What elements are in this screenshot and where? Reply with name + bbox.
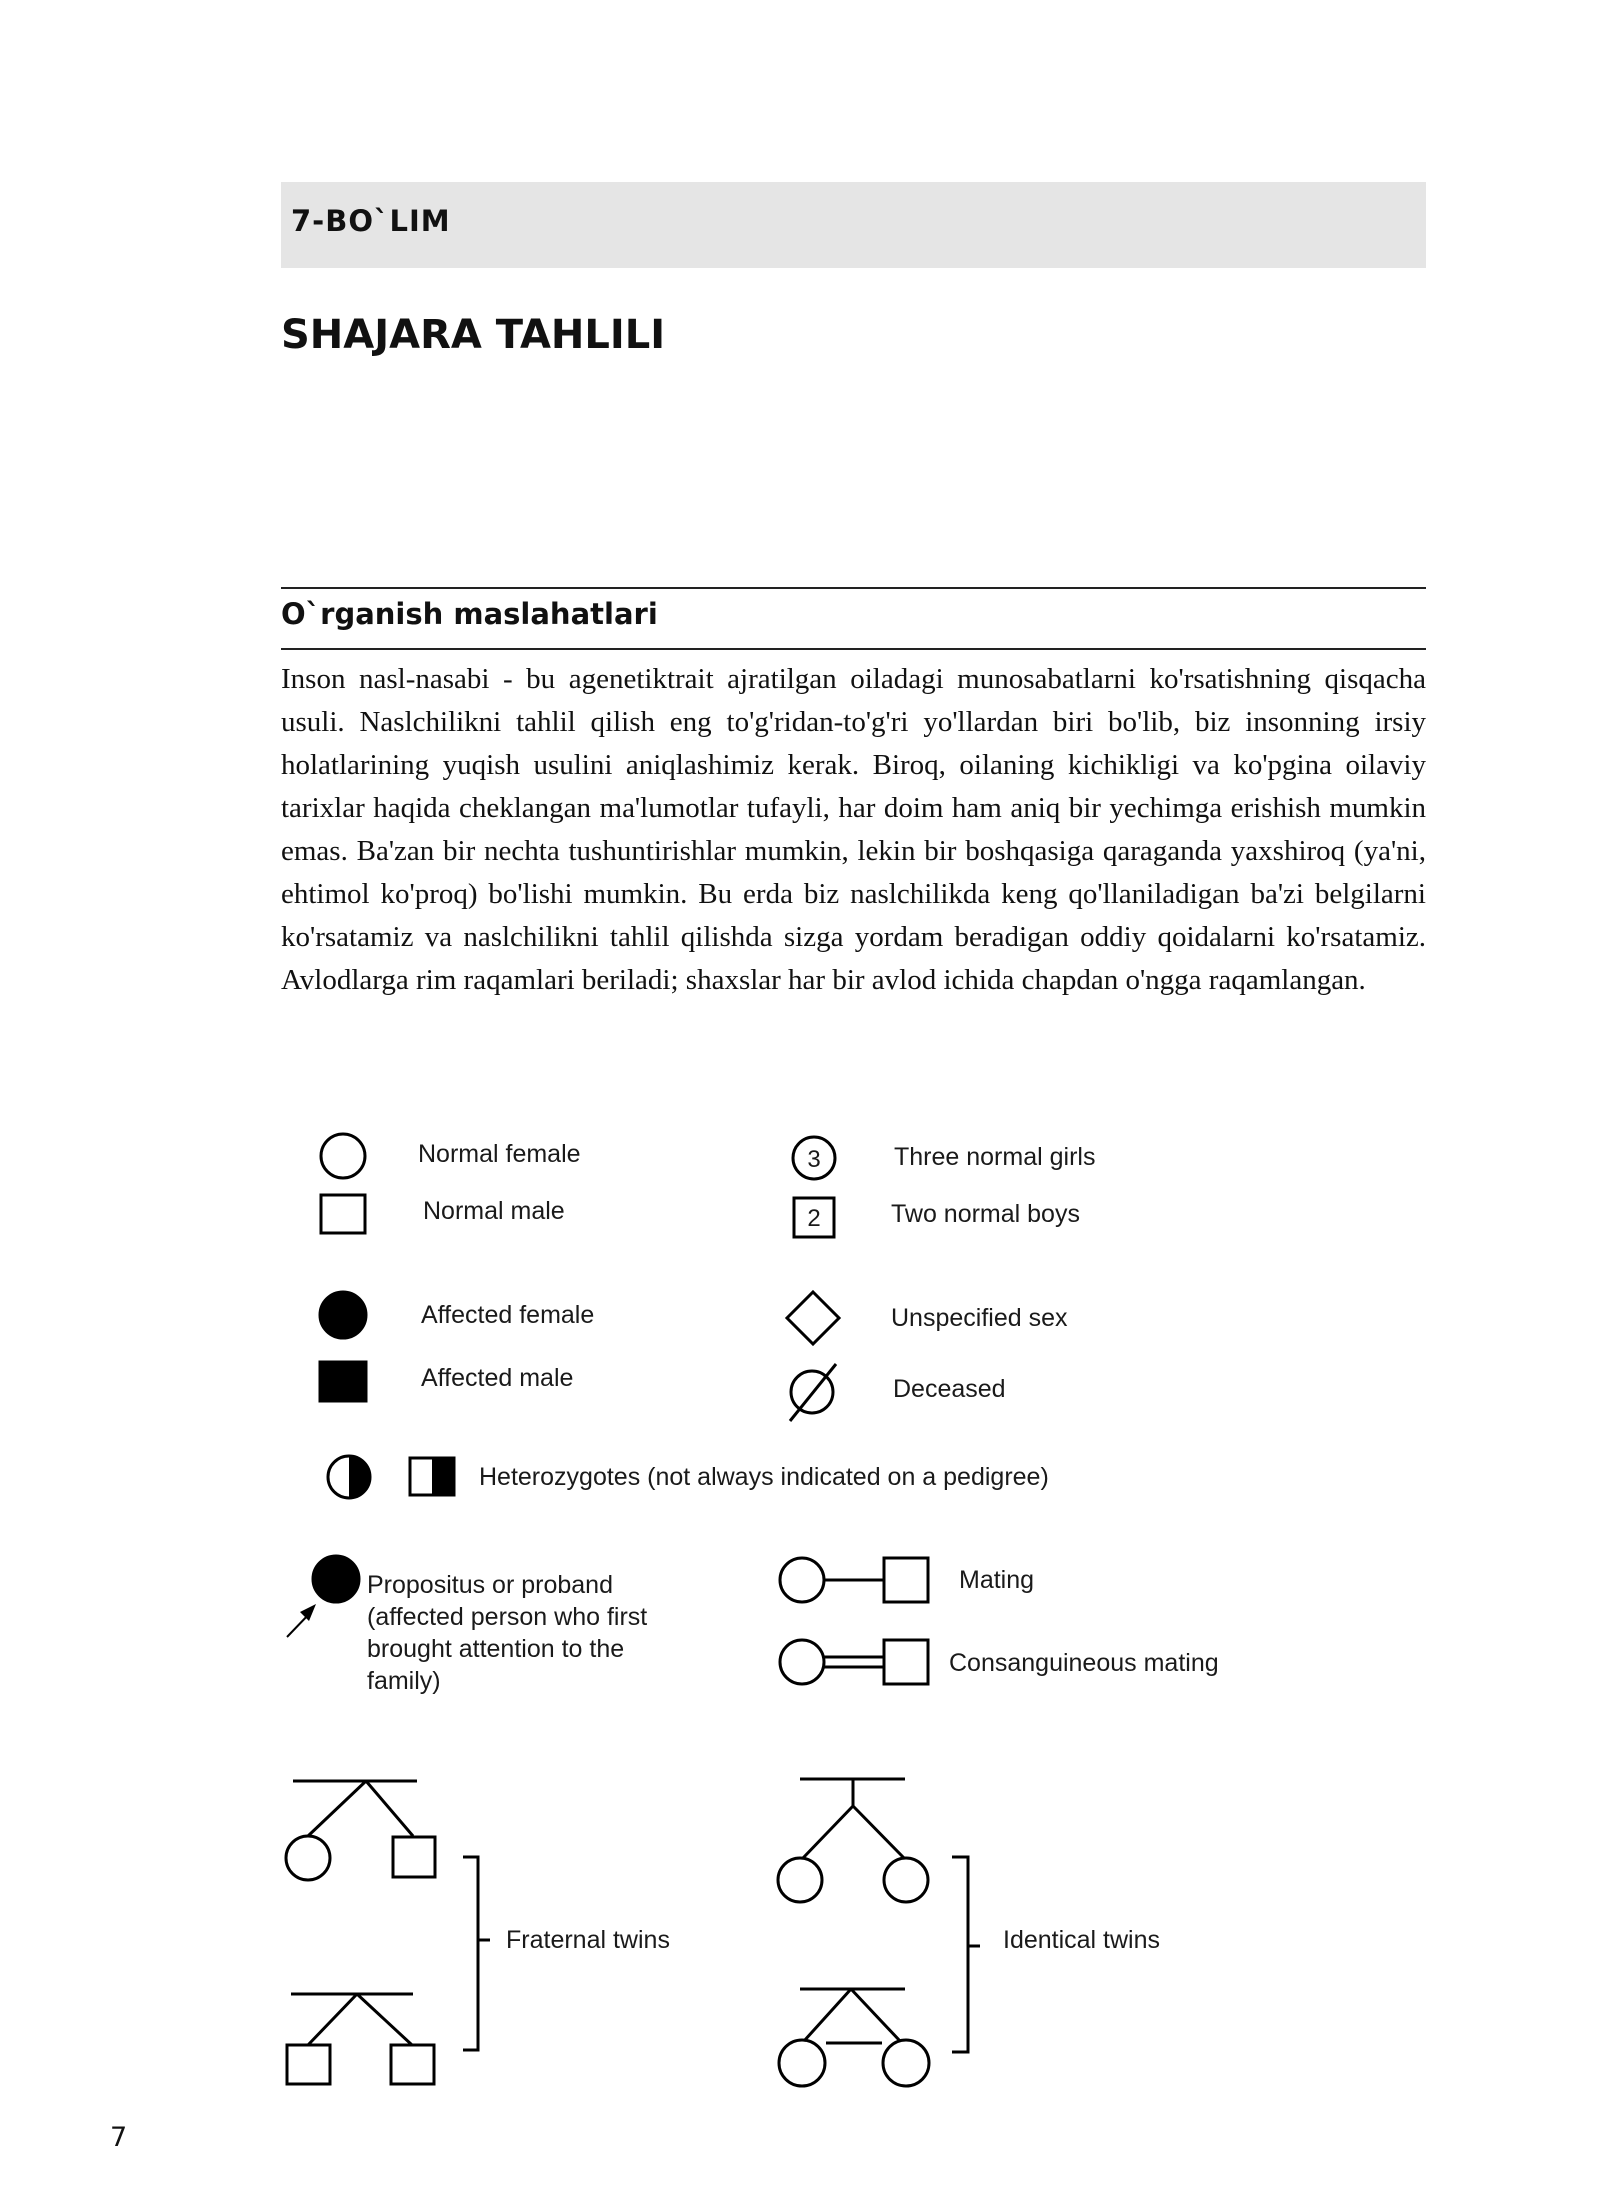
mating-label: Mating [959, 1566, 1035, 1594]
propositus-line-2: (affected person who first [367, 1603, 648, 1631]
identical-twin-female-1 [778, 1858, 822, 1902]
chapter-title: SHAJARA TAHLILI [281, 312, 666, 358]
deceased-label: Deceased [893, 1375, 1006, 1403]
identical-twins-label: Identical twins [1003, 1926, 1161, 1954]
identical-bracket [952, 1857, 968, 2052]
affected-female-symbol [320, 1292, 366, 1338]
identical-twin-female-3 [779, 2040, 825, 2086]
fraternal-bracket [463, 1857, 478, 2050]
mating-female-symbol [780, 1558, 824, 1602]
unspecified-sex-label: Unspecified sex [891, 1304, 1068, 1332]
consanguineous-male-symbol [884, 1640, 928, 1684]
fraternal-twin-female [286, 1836, 330, 1880]
consanguineous-mating-label: Consanguineous mating [949, 1649, 1219, 1677]
three-count: 3 [807, 1146, 821, 1173]
two-count: 2 [807, 1205, 821, 1232]
normal-female-symbol [321, 1134, 365, 1178]
identical-twin-female-4 [883, 2040, 929, 2086]
fraternal-twin-male [393, 1837, 435, 1877]
fraternal-twin-male-1 [287, 2045, 330, 2084]
normal-male-symbol [321, 1195, 365, 1233]
fraternal-twin-male-2 [391, 2045, 434, 2084]
heterozygotes-label: Heterozygotes (not always indicated on a pedigree) [479, 1463, 1049, 1491]
page-number: 7 [110, 2122, 128, 2153]
normal-female-label: Normal female [418, 1140, 581, 1168]
identical-twin-female-2 [884, 1858, 928, 1902]
affected-male-symbol [320, 1362, 366, 1401]
affected-female-label: Affected female [421, 1301, 595, 1329]
mating-male-symbol [884, 1558, 928, 1602]
consanguineous-female-symbol [780, 1640, 824, 1684]
three-normal-girls-label: Three normal girls [894, 1143, 1096, 1171]
propositus-symbol [313, 1556, 359, 1602]
two-normal-boys-label: Two normal boys [891, 1200, 1080, 1228]
intro-paragraph: Inson nasl-nasabi - bu agenetiktrait ajratilgan oiladagi munosabatlarni ko'rsatishning qisqacha usuli. Naslchilikni tahlil qilish eng to'g'ridan-to'g'ri yo'llardan biri bo'lib, biz insonning irsiy holatlarining yuqish usulini aniqlashimiz kerak. Biroq, oilaning kichikligi va ko'pgina oilaviy tarixlar haqida cheklangan ma'lumotlar tufayli, har doim ham aniq bir yechimga erishish mumkin emas. Ba'zan bir nechta tushuntirishlar mumkin, lekin bir boshqasiga qaraganda yaxshiroq (ya'ni, ehtimol ko'proq) bo'lishi mumkin. Bu erda biz naslchilikda keng qo'llaniladigan ba'zi belgilarni ko'rsatamiz va naslchilikni tahlil qilishda sizga yordam beradigan oddiy qoidalarni ko'rsatamiz. Avlodlarga rim raqamlari beriladi; shaxslar har bir avlod ichida chapdan o'ngga raqamlangan. [281, 663, 1426, 996]
unspecified-sex-symbol [787, 1292, 839, 1344]
propositus-line-4: family) [367, 1667, 441, 1695]
section-label: 7-BO`LIM [291, 204, 451, 238]
propositus-line-3: brought attention to the [367, 1635, 625, 1663]
fraternal-twins-label: Fraternal twins [506, 1926, 670, 1954]
tips-heading: O`rganish maslahatlari [281, 597, 658, 631]
normal-male-label: Normal male [423, 1197, 565, 1225]
propositus-line-1: Propositus or proband [367, 1571, 613, 1599]
affected-male-label: Affected male [421, 1364, 574, 1392]
